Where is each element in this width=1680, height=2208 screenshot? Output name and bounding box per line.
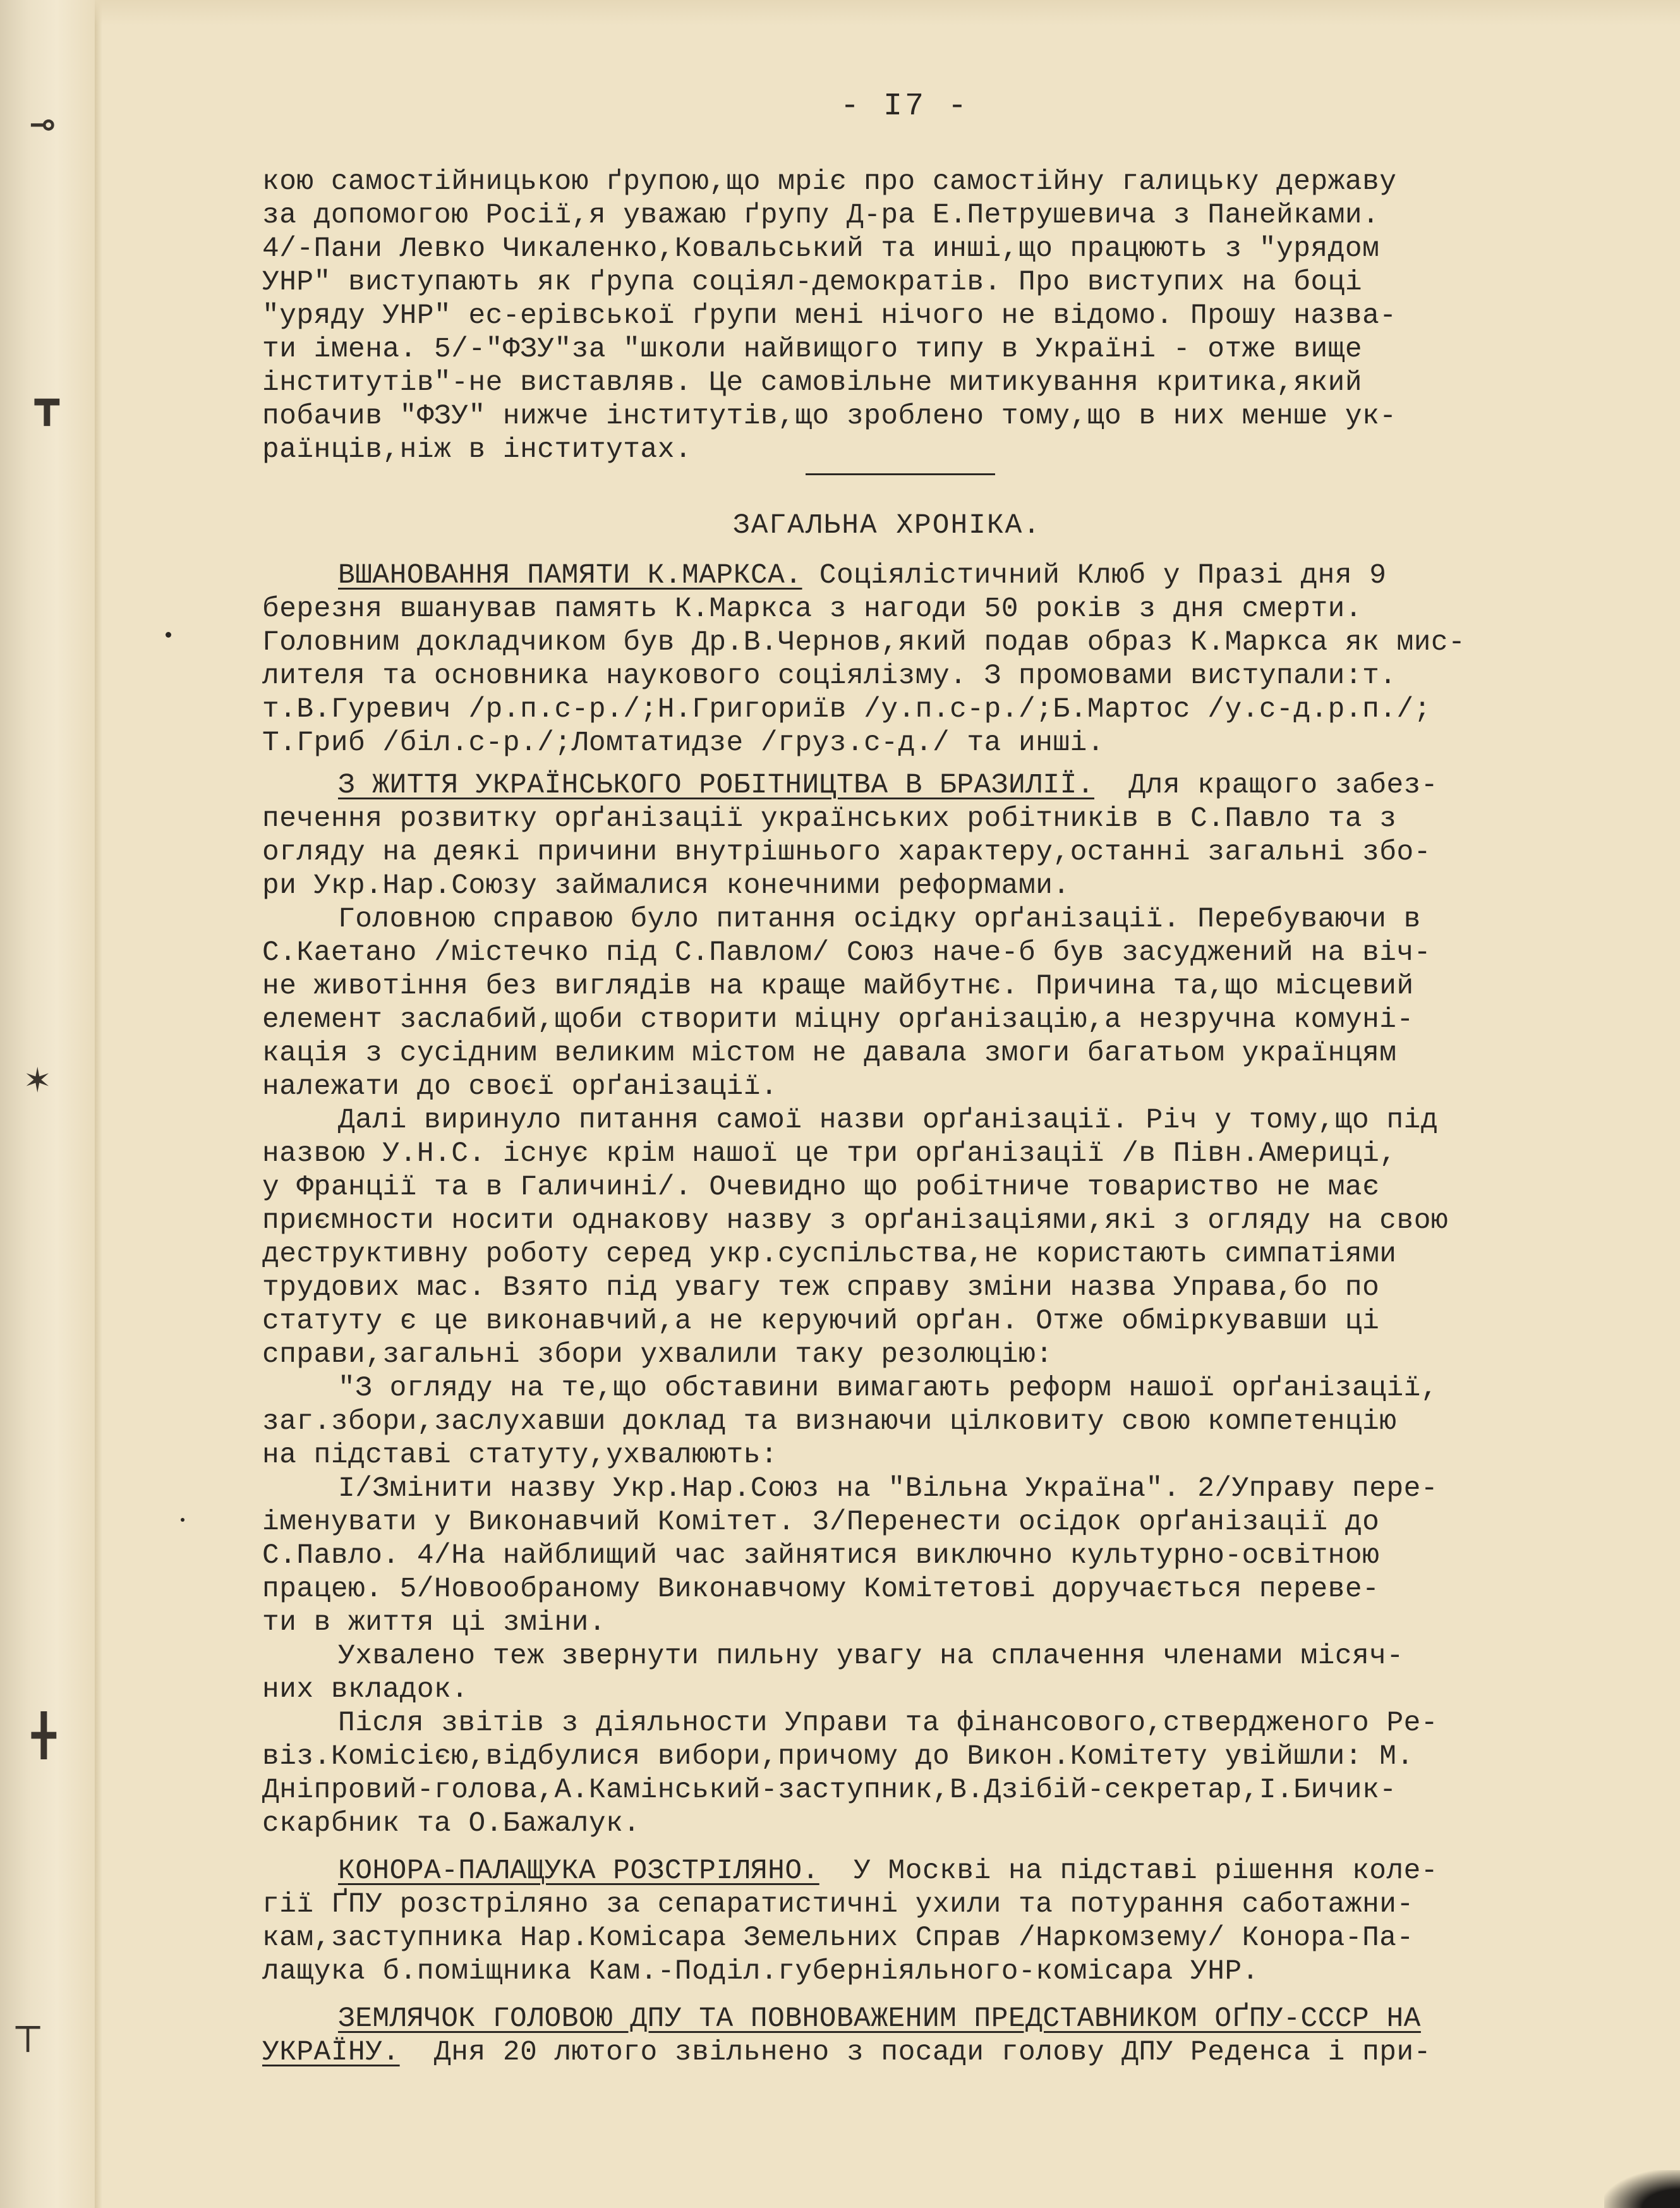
text-line: назвою У.Н.С. існує крім нашої це три орґанізації /в Півн.Америці, — [262, 1138, 1397, 1170]
document-body — [262, 166, 1576, 2070]
text-line: раїнців,ніж в інститутах. — [262, 434, 692, 466]
text-line: Т.Гриб /біл.с-р./;Ломтатидзе /груз.с-д./ та инші. — [262, 727, 1105, 759]
text-line: працею. 5/Новообраному Виконавчому Комітетові доручається переве- — [262, 1574, 1380, 1605]
article-konor — [262, 1855, 1576, 1989]
text-line: статуту є це виконавчий,а не керуючий орґан. Отже обміркувавши ці — [262, 1306, 1380, 1337]
binding-edge-shadow — [95, 0, 102, 2208]
text-line: на підставі статуту,ухвалюють: — [262, 1440, 778, 1471]
paragraph-first-line: Головною справою було питання осідку орґанізації. Перебуваючи в — [338, 904, 1421, 935]
text-line: належати до своєї орґанізації. — [262, 1071, 778, 1103]
binding-stitch-mark: ╋ — [32, 1716, 56, 1762]
text-line: С.Каетано /містечко під С.Павлом/ Союз наче-б був засуджений на віч- — [262, 937, 1431, 969]
article-text: Дня 20 лютого звільнено з посади голову ДПУ Реденса і при- — [399, 2037, 1431, 2068]
text-line: елемент заслабий,щоби створити міцну орґанізацію,а незручна комуні- — [262, 1004, 1414, 1036]
article-brazil — [262, 769, 1576, 1841]
text-line: ри Укр.Нар.Союзу займалися конечними реформами. — [262, 870, 1070, 902]
article-first-line — [262, 2003, 1576, 2036]
article-first-line — [262, 1855, 1576, 1888]
binding-stitch-mark: ⊸ — [30, 105, 55, 150]
text-line: кою самостійницькою ґрупою,що мріє про самостійну галицьку державу — [262, 166, 1397, 198]
article-first-line — [262, 769, 1576, 803]
section-title: ЗАГАЛЬНА ХРОНІКА. — [733, 510, 1041, 542]
text-line: заг.збори,заслухавши доклад та визнаючи цілковиту свою компетенцію — [262, 1406, 1397, 1438]
text-line: деструктивну роботу серед укр.суспільства,не користають симпатіями — [262, 1239, 1397, 1270]
article-heading: УКРАЇНУ. — [262, 2037, 400, 2068]
article-heading: ВШАНОВАННЯ ПАМЯТИ К.МАРКСА. — [338, 560, 802, 591]
text-line: інститутів"-не виставляв. Це самовільне митикування критика,який — [262, 367, 1363, 399]
text-line: кація з сусідним великим містом не давала змоги багатьом українцям — [262, 1038, 1397, 1069]
text-line: 4/-Пани Левко Чикаленко,Ковальський та инші,що працюють з "урядом — [262, 233, 1380, 265]
text-line: іменувати у Виконавчий Комітет. 3/Перенести осідок орґанізації до — [262, 1507, 1380, 1538]
text-line: гії ҐПУ розстріляно за сепаратистичні ухили та потурання саботажни- — [262, 1889, 1414, 1920]
text-line: огляду на деякі причини внутрішнього характеру,останні загальні збо- — [262, 837, 1431, 868]
text-line: березня вшанував память К.Маркса з нагоди 50 років з дня смерти. — [262, 593, 1363, 625]
page-number: - I7 - — [840, 88, 970, 124]
paragraph-first-line: I/Змінити назву Укр.Нар.Союз на "Вільна Україна". 2/Управу пере- — [338, 1473, 1439, 1505]
text-line: лащука б.поміщника Кам.-Поділ.губерніяльного-комісара УНР. — [262, 1956, 1259, 1987]
text-line: трудових мас. Взято під увагу теж справу зміни назва Управа,бо по — [262, 1272, 1380, 1304]
text-line: ти в життя ці зміни. — [262, 1607, 607, 1639]
article-heading: ЗЕМЛЯЧОК ГОЛОВОЮ ДПУ ТА ПОВНОВАЖЕНИМ ПРЕДСТАВНИКОМ ОҐПУ-СССР НА — [338, 2003, 1421, 2035]
article-first-line — [262, 559, 1576, 593]
text-line: печення розвитку орґанізації українських робітників в С.Павло та з — [262, 803, 1397, 835]
ink-speck — [181, 1518, 184, 1522]
paragraph-intro — [262, 166, 1576, 467]
binding-stitch-mark: ┳ — [35, 383, 59, 428]
text-line: у Франції та в Галичині/. Очевидно що робітниче товариство не має — [262, 1172, 1380, 1203]
page-top-shadow — [95, 0, 1680, 25]
article-zemlyachka — [262, 2003, 1576, 2070]
text-line: побачив "ФЗУ" нижче інститутів,що зроблено тому,що в них менше ук- — [262, 401, 1397, 432]
text-line: не животіння без виглядів на краще майбутнє. Причина та,що місцевий — [262, 971, 1414, 1002]
paragraph-first-line: Ухвалено теж звернути пильну увагу на сплачення членами місяч- — [338, 1641, 1404, 1672]
article-text: У Москві на підставі рішення коле- — [819, 1855, 1439, 1887]
article-text: Соціялістичний Клюб у Празі дня 9 — [802, 560, 1387, 591]
text-line: приємности носити однакову назву з орґанізаціями,які з огляду на свою — [262, 1205, 1449, 1237]
text-line: скарбник та О.Бажалук. — [262, 1808, 641, 1840]
paragraph-first-line: "З огляду на те,що обставини вимагають реформ нашої орґанізації, — [338, 1373, 1439, 1404]
text-line: С.Павло. 4/На найблищий час зайнятися виключно культурно-освітною — [262, 1540, 1380, 1572]
text-line — [262, 2036, 1576, 2070]
section-divider — [806, 473, 995, 475]
text-line: за допомогою Росії,я уважаю ґрупу Д-ра Е.Петрушевича з Панейками. — [262, 200, 1380, 231]
text-line: т.В.Гуревич /р.п.с-р./;Н.Григориїв /у.п.с-р./;Б.Мартос /у.с-д.р.п./; — [262, 694, 1431, 725]
text-line: кам,заступника Нар.Комісара Земельних Справ /Наркомзему/ Конора-Па- — [262, 1922, 1414, 1954]
article-marx — [262, 559, 1576, 760]
paragraph-first-line: Далі виринуло питання самої назви орґанізації. Річ у тому,що під — [338, 1105, 1439, 1136]
text-line: віз.Комісією,відбулися вибори,причому до Викон.Комітету увійшли: М. — [262, 1741, 1414, 1773]
text-line: справи,загальні збори ухвалили таку резолюцію: — [262, 1339, 1053, 1371]
scan-corner-shadow — [1604, 2170, 1680, 2208]
ink-speck — [166, 632, 171, 638]
text-line: "уряду УНР" ес-ерівської ґрупи мені нічого не відомо. Прошу назва- — [262, 300, 1397, 332]
text-line: лителя та основника наукового соціялізму. З промовами виступали:т. — [262, 660, 1397, 692]
paragraph-first-line: Після звітів з діяльности Управи та фінансового,ствердженого Ре- — [338, 1708, 1439, 1739]
article-heading: КОНОРА-ПАЛАЩУКА РОЗСТРІЛЯНО. — [338, 1855, 819, 1887]
binding-stitch-mark: ✶ — [25, 1059, 50, 1105]
text-line: Дніпровий-голова,А.Камінський-заступник,В.Дзібій-секретар,І.Бичик- — [262, 1774, 1397, 1806]
binding-stitch-mark: ┬ — [16, 2007, 40, 2053]
text-line: ти імена. 5/-"ФЗУ"за "школи найвищого типу в Україні - отже вище — [262, 334, 1363, 365]
text-line: УНР" виступають як ґрупа соціял-демократів. Про виступих на боці — [262, 267, 1363, 298]
text-line: них вкладок. — [262, 1674, 469, 1706]
article-text: Для кращого забез- — [1094, 770, 1439, 801]
text-line: Головним доклaдчиком був Др.В.Чернов,який подав образ К.Маркса як мис- — [262, 627, 1466, 658]
article-heading: З ЖИТТЯ УКРАЇНСЬКОГО РОБІТНИЦТВА В БРАЗИЛІЇ. — [338, 770, 1094, 801]
